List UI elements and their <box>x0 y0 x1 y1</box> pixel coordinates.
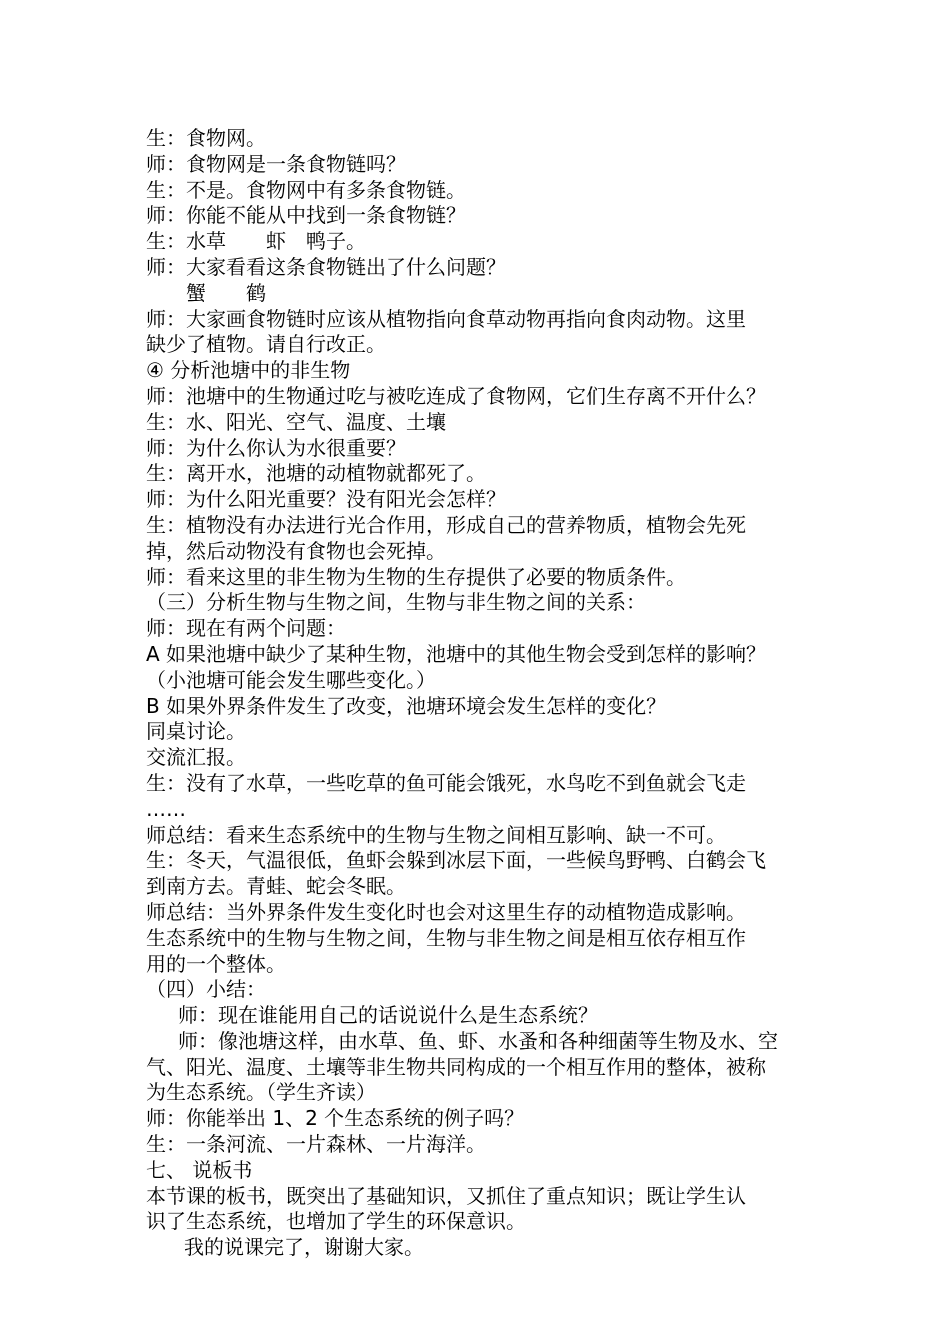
text-line: 师：你能举出 1、2 个生态系统的例子吗？ <box>146 1106 525 1131</box>
text-line: 师总结：看来生态系统中的生物与生物之间相互影响、缺一不可。 <box>146 822 726 847</box>
text-line: 掉，然后动物没有食物也会死掉。 <box>146 538 446 563</box>
text-line: 生：水、阳光、空气、温度、土壤 <box>146 409 446 434</box>
text-line: 师：为什么阳光重要？没有阳光会怎样？ <box>146 487 506 512</box>
text-line: 同桌讨论。 <box>146 719 246 744</box>
text-line: 生：食物网。 <box>146 126 266 150</box>
text-line: 为生态系统。（学生齐读） <box>146 1080 376 1105</box>
text-line: A 如果池塘中缺少了某种生物，池塘中的其他生物会受到怎样的影响？ <box>146 641 767 666</box>
text-line: 师：你能不能从中找到一条食物链？ <box>146 203 466 228</box>
text-line: 生：离开水，池塘的动植物就都死了。 <box>146 461 486 486</box>
section-heading: ④ 分析池塘中的非生物 <box>146 358 351 383</box>
text-line: 师：池塘中的生物通过吃与被吃连成了食物网，它们生存离不开什么？ <box>146 383 766 408</box>
text-line: 用的一个整体。 <box>146 951 286 976</box>
text-line: 蟹 鹤 <box>146 280 266 305</box>
text-line: 师：大家看看这条食物链出了什么问题？ <box>146 254 506 279</box>
text-line: 缺少了植物。请自行改正。 <box>146 332 386 357</box>
text-line: 生：没有了水草，一些吃草的鱼可能会饿死，水鸟吃不到鱼就会飞走 <box>146 770 746 795</box>
text-line: 师：大家画食物链时应该从植物指向食草动物再指向食肉动物。这里 <box>146 306 746 331</box>
text-line: 师：看来这里的非生物为生物的生存提供了必要的物质条件。 <box>146 564 686 589</box>
text-line: 到南方去。青蛙、蛇会冬眠。 <box>146 874 406 899</box>
text-line: 本节课的板书，既突出了基础知识，又抓住了重点知识；既让学生认 <box>146 1183 746 1208</box>
text-line: 师：现在有两个问题： <box>146 616 346 641</box>
text-line: 师：为什么你认为水很重要？ <box>146 435 406 460</box>
text-line: 生：不是。食物网中有多条食物链。 <box>146 177 466 202</box>
section-heading: 七、 说板书 <box>146 1157 253 1182</box>
text-line: 识了生态系统，也增加了学生的环保意识。 <box>146 1209 526 1234</box>
text-line: 生：一条河流、一片森林、一片海洋。 <box>146 1132 486 1157</box>
section-heading: （三）分析生物与生物之间，生物与非生物之间的关系： <box>146 590 646 615</box>
text-line: …… <box>146 796 186 821</box>
text-line: 生：水草 虾 鸭子。 <box>146 229 366 254</box>
text-line: 师：现在谁能用自己的话说说什么是生态系统？ <box>178 1003 598 1028</box>
text-line: 生：冬天，气温很低，鱼虾会躲到冰层下面，一些候鸟野鸭、白鹤会飞 <box>146 848 766 873</box>
text-line: 生：植物没有办法进行光合作用，形成自己的营养物质，植物会先死 <box>146 512 746 537</box>
document-page <box>146 126 822 1261</box>
text-line: 师：像池塘这样，由水草、鱼、虾、水蚤和各种细菌等生物及水、空 <box>178 1028 778 1053</box>
text-line: 交流汇报。 <box>146 745 246 770</box>
text-line: 师：食物网是一条食物链吗？ <box>146 151 406 176</box>
text-line: 师总结：当外界条件发生变化时也会对这里生存的动植物造成影响。 <box>146 899 746 924</box>
text-line: B 如果外界条件发生了改变，池塘环境会发生怎样的变化？ <box>146 693 667 718</box>
closing-line: 我的说课完了，谢谢大家。 <box>184 1235 424 1260</box>
text-line: （小池塘可能会发生哪些变化。） <box>146 667 436 692</box>
text-line: 生态系统中的生物与生物之间，生物与非生物之间是相互依存相互作 <box>146 925 746 950</box>
text-line: 气、阳光、温度、土壤等非生物共同构成的一个相互作用的整体，被称 <box>146 1054 766 1079</box>
section-heading: （四）小结： <box>146 977 266 1002</box>
